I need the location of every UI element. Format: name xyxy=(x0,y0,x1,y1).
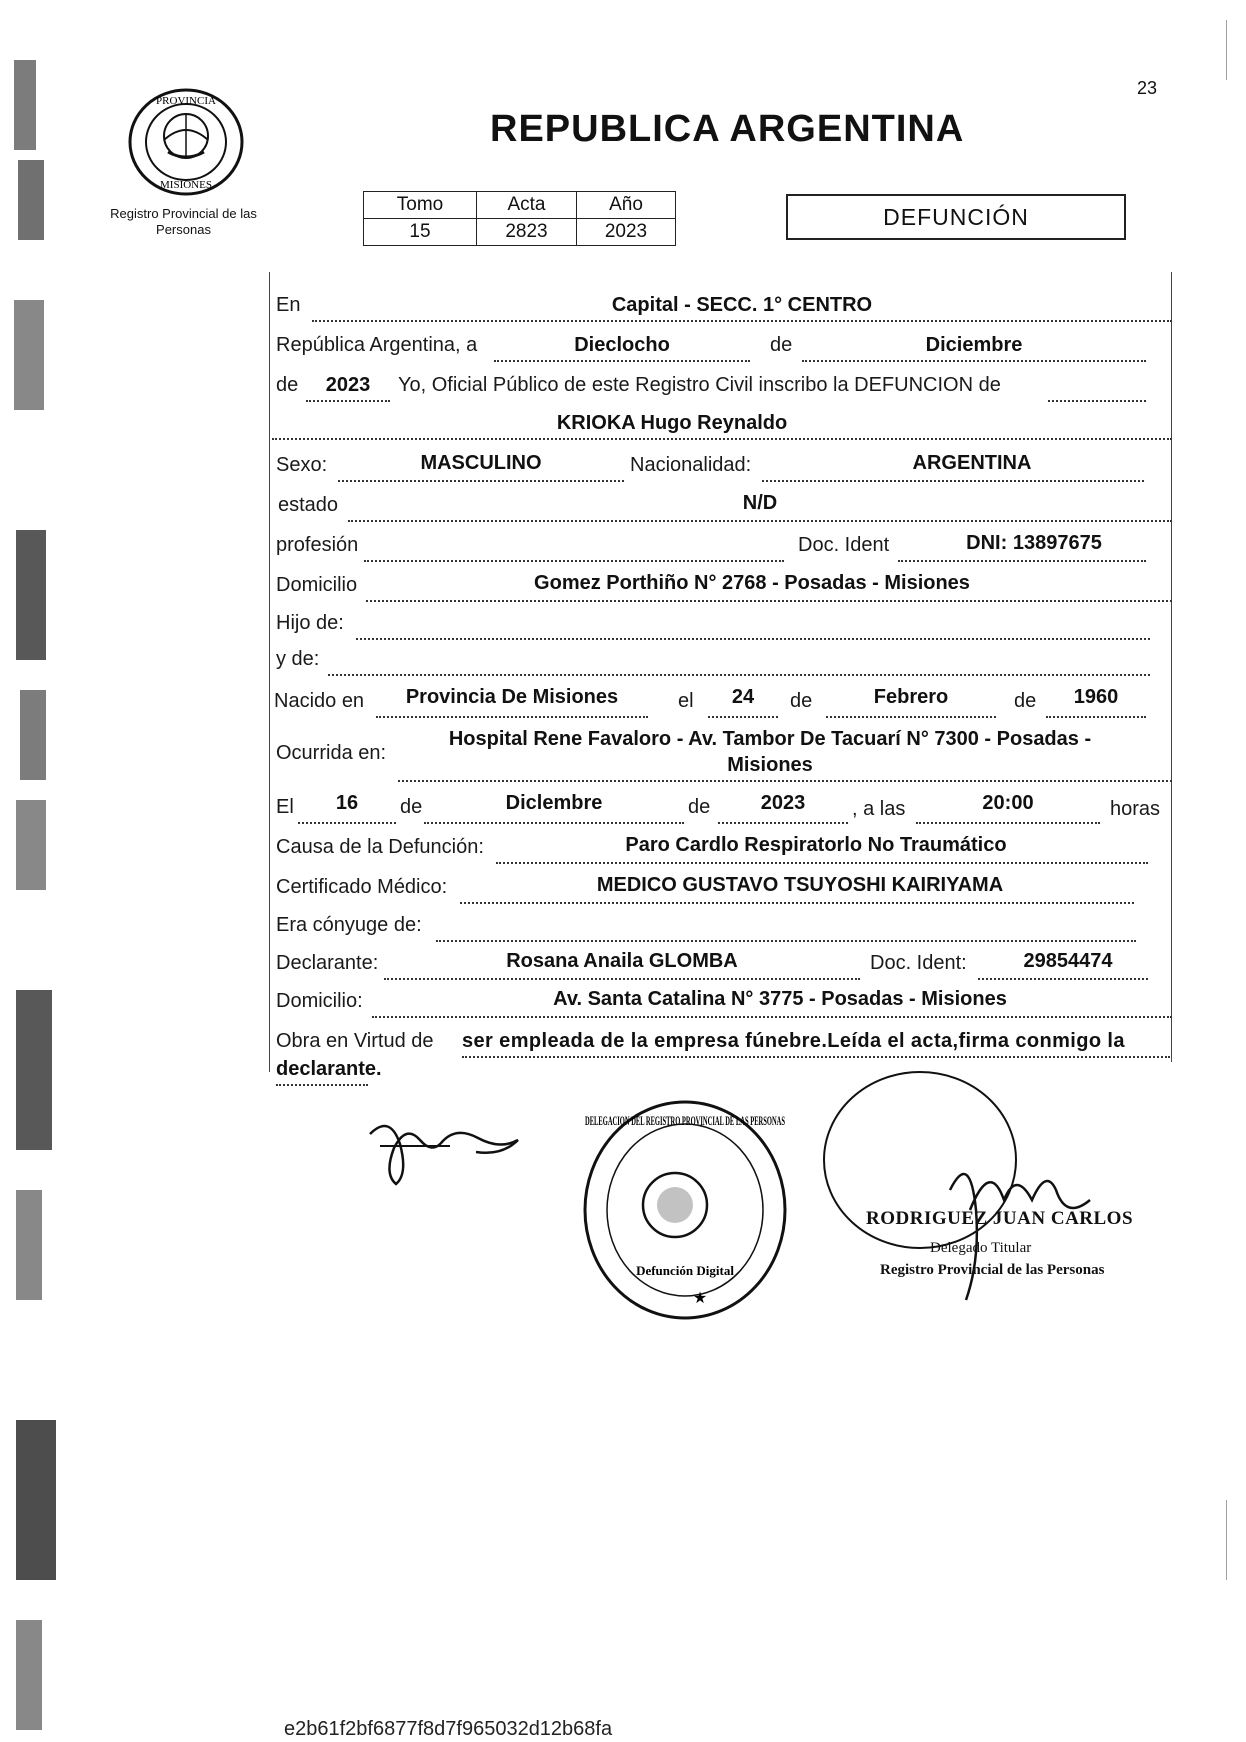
tomo-header: Tomo xyxy=(364,192,477,219)
domicilio-value: Gomez Porthiño N° 2768 - Posadas - Misiones xyxy=(534,572,970,594)
obra-dotline xyxy=(462,1056,1170,1058)
death-time-dotline xyxy=(916,822,1100,824)
horas-label: horas xyxy=(1110,798,1161,820)
day-dotline xyxy=(494,360,750,362)
certificado-value: MEDICO GUSTAVO TSUYOSHI KAIRIYAMA xyxy=(596,874,1004,896)
official-title: Delegado Titular xyxy=(930,1240,1032,1256)
y-de-dotline xyxy=(328,674,1150,676)
domicilio-label: Domicilio xyxy=(276,574,358,596)
death-month: Diclembre xyxy=(505,792,603,814)
hijo-dotline xyxy=(356,638,1150,640)
doc-ident-value: DNI: 13897675 xyxy=(966,532,1102,554)
death-time: 20:00 xyxy=(982,792,1034,814)
birth-month: Febrero xyxy=(873,686,949,708)
nacionalidad-value: ARGENTINA xyxy=(912,452,1032,474)
deceased-name: KRIOKA Hugo Reynaldo xyxy=(556,412,788,434)
official-name: RODRIGUEZ JUAN CARLOS xyxy=(866,1208,1134,1229)
declarant-signature xyxy=(360,1104,530,1194)
certificado-dotline xyxy=(460,902,1134,904)
sexo-dotline xyxy=(338,480,624,482)
day-word: Dieclocho xyxy=(574,334,670,356)
decl-doc-dotline xyxy=(978,978,1148,980)
nacionalidad-label: Nacionalidad: xyxy=(630,454,752,476)
scan-edge-noise xyxy=(10,40,100,1740)
name-dotline xyxy=(272,438,1172,440)
birth-de-label: de xyxy=(790,690,813,712)
estado-label: estado xyxy=(278,494,339,516)
nacido-el-label: el xyxy=(678,690,694,712)
estado-value: N/D xyxy=(742,492,778,514)
registry-label: Registro Provincial de las Personas xyxy=(110,206,257,237)
death-year: 2023 xyxy=(760,792,806,814)
record-table xyxy=(363,191,676,246)
birth-day: 24 xyxy=(731,686,755,708)
inscribe-dotline xyxy=(1048,400,1146,402)
obra-label: Obra en Virtud de xyxy=(276,1030,434,1052)
year-prefix-label: de xyxy=(276,374,299,396)
sexo-value: MASCULINO xyxy=(420,452,542,474)
nacido-label: Nacido en xyxy=(274,690,365,712)
nacido-value: Provincia De Misiones xyxy=(405,686,619,708)
seal-top-text: PROVINCIA xyxy=(156,95,216,107)
certificado-label: Certificado Médico: xyxy=(276,876,448,898)
conyuge-label: Era cónyuge de: xyxy=(276,914,422,936)
profesion-label: profesión xyxy=(276,534,359,556)
provincial-seal-logo xyxy=(116,80,256,200)
year-dotline xyxy=(306,400,390,402)
stamp-inner-text: Defunción Digital xyxy=(636,1263,734,1278)
birth-month-dotline xyxy=(826,716,996,718)
death-de2-label: de xyxy=(688,796,711,818)
profesion-dotline xyxy=(364,560,784,562)
nacido-dotline xyxy=(376,716,648,718)
causa-value: Paro Cardlo Respiratorlo No Traumático xyxy=(625,834,1007,856)
death-day: 16 xyxy=(335,792,359,814)
domicilio-dotline xyxy=(366,600,1172,602)
acta-value: 2823 xyxy=(477,219,577,246)
a-las-label: , a las xyxy=(852,798,906,820)
death-de-label: de xyxy=(400,796,423,818)
conyuge-dotline xyxy=(436,940,1136,942)
causa-label: Causa de la Defunción: xyxy=(276,836,484,858)
obra-text2: declarante. xyxy=(276,1058,382,1080)
acta-header: Acta xyxy=(477,192,577,219)
death-day-dotline xyxy=(298,822,396,824)
anio-header: Año xyxy=(577,192,676,219)
ocurrida-dotline xyxy=(398,780,1172,782)
estado-dotline xyxy=(348,520,1172,522)
decl-doc-value: 29854474 xyxy=(1023,950,1113,972)
decl-domicilio-dotline xyxy=(372,1016,1172,1018)
birth-year: 1960 xyxy=(1073,686,1119,708)
decl-doc-label: Doc. Ident: xyxy=(870,952,967,974)
left-margin-rule xyxy=(269,272,270,1072)
death-el-label: El xyxy=(276,796,294,818)
en-dotline xyxy=(312,320,1172,322)
y-de-label: y de: xyxy=(276,648,320,670)
inscribe-text: Yo, Oficial Público de este Registro Civil inscribo la DEFUNCION de xyxy=(398,374,1001,396)
declarante-value: Rosana Anaila GLOMBA xyxy=(506,950,738,972)
ocurrida-line1: Hospital Rene Favaloro - Av. Tambor De Tacuarí N° 7300 - Posadas - xyxy=(448,728,1092,750)
stamp-ring-text: DELEGACION DEL REGISTRO PROVINCIAL DE LAS PERSONAS xyxy=(585,1113,785,1128)
nacionalidad-dotline xyxy=(762,480,1144,482)
decl-domicilio-value: Av. Santa Catalina N° 3775 - Posadas - Misiones xyxy=(553,988,1007,1010)
stamp-star-icon: ★ xyxy=(692,1290,708,1307)
doc-ident-label: Doc. Ident xyxy=(798,534,890,556)
anio-value: 2023 xyxy=(577,219,676,246)
obra-text: ser empleada de la empresa fúnebre.Leída el acta,firma conmigo la xyxy=(462,1030,1125,1052)
right-margin-rule xyxy=(1171,272,1172,1062)
de-label: de xyxy=(770,334,793,356)
declarante-label: Declarante: xyxy=(276,952,379,974)
page-number: 23 xyxy=(1137,78,1158,98)
en-label: En xyxy=(276,294,301,316)
right-edge-mark xyxy=(1226,20,1227,80)
ocurrida-label: Ocurrida en: xyxy=(276,742,387,764)
hijo-label: Hijo de: xyxy=(276,612,344,634)
official-stamp xyxy=(575,1095,795,1325)
death-month-dotline xyxy=(424,822,684,824)
seal-bottom-text: MISIONES xyxy=(160,179,212,191)
republica-label: República Argentina, a xyxy=(276,334,478,356)
official-registry: Registro Provincial de las Personas xyxy=(880,1262,1105,1278)
birth-day-dotline xyxy=(708,716,778,718)
document-hash: e2b61f2bf6877f8d7f965032d12b68fa xyxy=(284,1718,613,1740)
country-title: REPUBLICA ARGENTINA xyxy=(490,108,965,150)
month-dotline xyxy=(802,360,1146,362)
birth-de2-label: de xyxy=(1014,690,1037,712)
decl-domicilio-label: Domicilio: xyxy=(276,990,363,1012)
doc-ident-dotline xyxy=(898,560,1146,562)
death-year-dotline xyxy=(718,822,848,824)
sexo-label: Sexo: xyxy=(276,454,328,476)
causa-dotline xyxy=(496,862,1148,864)
declarante-dotline xyxy=(384,978,860,980)
document-type-box: DEFUNCIÓN xyxy=(786,194,1126,240)
tomo-value: 15 xyxy=(364,219,477,246)
month-word: Diciembre xyxy=(925,334,1023,356)
right-edge-mark xyxy=(1226,1500,1227,1580)
year-value: 2023 xyxy=(325,374,371,396)
official-signature xyxy=(820,1060,1140,1320)
birth-year-dotline xyxy=(1046,716,1146,718)
en-value: Capital - SECC. 1° CENTRO xyxy=(611,294,873,316)
obra-dotline2 xyxy=(276,1084,368,1086)
ocurrida-line2: Misiones xyxy=(727,754,813,776)
